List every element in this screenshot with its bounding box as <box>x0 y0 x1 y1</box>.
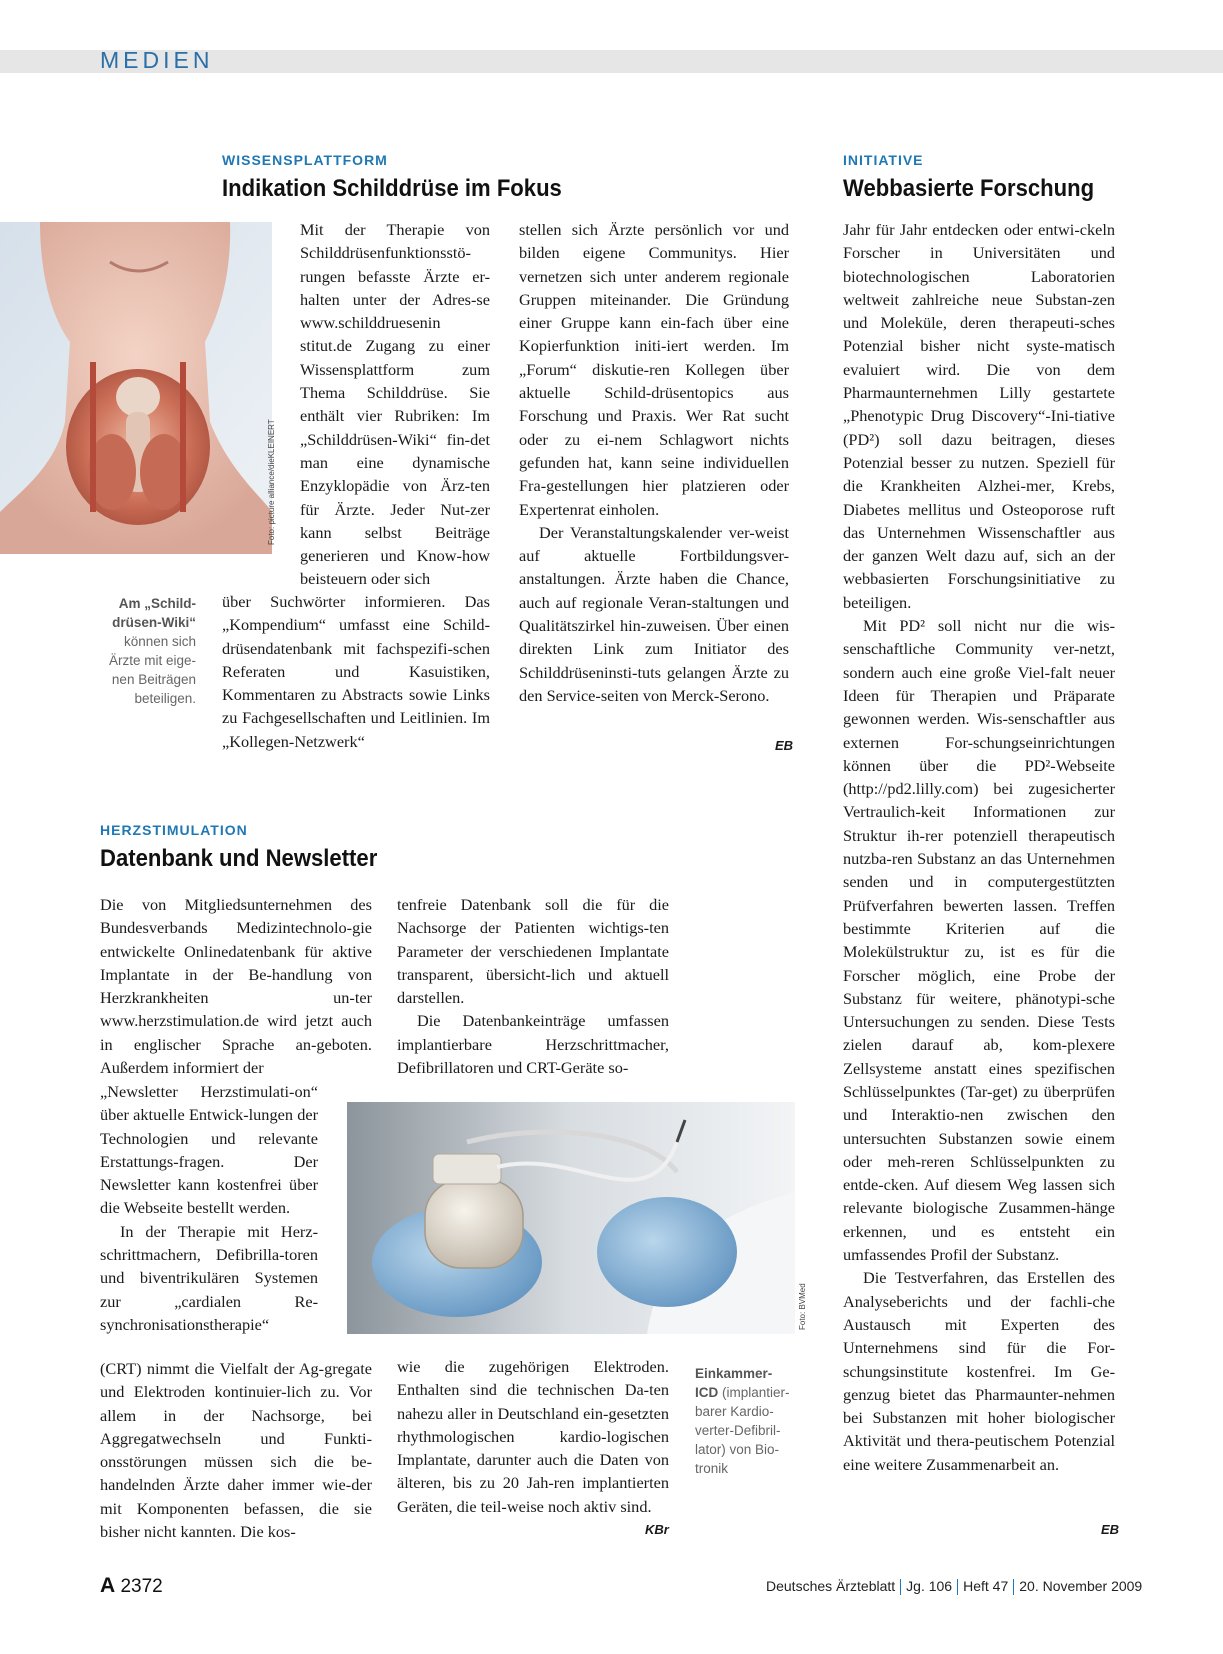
article1-col1-narrow <box>300 218 490 591</box>
article1-caption-bold: Am „Schild-drüsen-Wiki“ <box>112 596 196 630</box>
article1-col1-narrow-text: Mit der Therapie von Schilddrüsenfunktionsstö-rungen befasste Ärzte er-halten unter der Adres-se www.schilddruesenin stitut.de Zugang zu einer Wissensplattform zum Thema Schilddrüse. Sie enthält vier Rubriken: Im „Schilddrüsen-Wiki“ fin-det man eine dynamische Enzyklopädie von Ärz-ten für Ärzte. Jeder Nut-zer kann selbst Beiträge generieren und Know-how beisteuern oder sich <box>300 220 490 589</box>
article2-col2-top-p2: Die Datenbankeinträge umfassen implantierbare Herzschrittmacher, Defibrillatoren und CRT-Geräte so- <box>397 1011 669 1078</box>
article2-col1-top <box>100 893 372 1079</box>
article1-col1-wide <box>222 590 490 753</box>
article3-p2: Mit PD² soll nicht nur die wis-senschaftliche Community ver-netzt, sondern auch eine große Viel-falt neuer Ideen für Therapien und Präparate gewonnen werden. Wis-senschaftler aus externen For-schungseinrichtungen können über die PD²-Webseite (http://pd2.lilly.com) bei zugesicherter Vertraulich-keit Informationen zur Struktur ih-rer potenziell therapeutisch nutzba-ren Substanz an das Unternehmen senden und in computergestützten Prüfverfahren bewerten lassen. Treffen bestimmte Kriterien auf die Molekülstruktur zu, ist es für die Forscher möglich, eine Probe der Substanz für weitere, phänotypi-sche Untersuchungen zu senden. Diese Tests zielen darauf ab, kom-plexere Zellsysteme anstatt eines spezifischen Schlüsselpunktes (Tar-get) zu überprüfen und Interaktio-nen zwischen den untersuchten Substanzen sowie einem oder meh-reren Schlüsselpunkten zu entde-cken. Auf diesem Weg lassen sich relevante biologische Zusammen-hänge erkennen, und es entsteht ein umfassendes Profil der Substanz. <box>843 616 1115 1265</box>
footer-separator <box>1013 1579 1014 1595</box>
article1-kicker: WISSENSPLATTFORM <box>222 152 388 168</box>
icd-illustration <box>347 1102 795 1334</box>
thyroid-illustration <box>0 222 272 554</box>
article1-col2-p1: stellen sich Ärzte persönlich vor und bilden eigene Communitys. Hier vernetzen sich unter anderem regionale Gruppen miteinander. Die Gründung einer Gruppe kann ein-fach über eine Kopierfunktion initi-iert werden. Im „Forum“ diskutie-ren Kollegen über aktuelle Schild-drüsentopics aus Forschung und Praxis. Wer Rat sucht oder zu ei-nem Schlagwort nichts gefunden hat, kann seine individuellen Fra-gestellungen hier platzieren oder Expertenrat einholen. <box>519 220 789 519</box>
page-prefix: A <box>100 1574 116 1597</box>
page-number-value: 2372 <box>120 1576 163 1597</box>
article2-col2-bottom <box>397 1355 669 1518</box>
article2-caption-text: (implantier-barer Kardio-verter-Defibril-lator) von Bio-tronik <box>695 1385 790 1476</box>
footer-date: 20. November 2009 <box>1019 1578 1143 1594</box>
article1-col2 <box>519 218 789 707</box>
footer-journal-info <box>766 1578 1142 1595</box>
article1-author: EB <box>775 738 794 753</box>
article1-photo-credit: Foto: picture alliance/dieKLEINERT <box>267 419 276 545</box>
article2-col1-bottom-text: (CRT) nimmt die Vielfalt der Ag-gregate und Elektroden kontinuier-lich zu. Vor allem in der Nachsorge, bei Aggregatwechseln und Funkti-onsstörungen müssen sich die be-handelnden Ärzte daher immer wie-der mit Komponenten befassen, die sie bisher nicht kannten. Die kos- <box>100 1359 372 1542</box>
article1-caption-text: können sich Ärzte mit eige-nen Beiträgen beteiligen. <box>108 634 196 706</box>
article1-title: Indikation Schilddrüse im Fokus <box>222 175 562 202</box>
article3-p1: Jahr für Jahr entdecken oder entwi-ckeln Forscher in Universitäten und biotechnologischen Laboratorien weltweit zahlreiche neue Substan-zen und Moleküle, deren therapeuti-sches Potenzial bisher nicht syste-matisch evaluiert wird. Die von dem Pharmaunternehmen Lilly gestartete „Phenotypic Drug Discovery“-Ini-tiative (PD²) soll dazu beitragen, dieses Potenzial besser zu nutzen. Speziell für die Krankheiten Alzhei-mer, Krebs, Diabetes mellitus und Osteoporose ruft das Unternehmen Wissenschaftler aus der ganzen Welt dazu auf, sich an der webbasierten Forschungsinitiative zu beteiligen. <box>843 220 1115 612</box>
article2-author: KBr <box>645 1522 669 1537</box>
article2-col1-narrow-b: In der Therapie mit Herz-schrittmachern, Defibrilla-toren und biventrikulären Systemen zur „cardialen Re-synchronisationstherapie“ <box>100 1221 318 1334</box>
article3-author: EB <box>1101 1522 1120 1537</box>
footer-separator <box>900 1579 901 1595</box>
article2-col2-bottom-text: wie die zugehörigen Elektroden. Enthalten sind die technischen Da-ten nahezu aller in Deutschland ein-gesetzten rhythmologischen kardio-logischen Implantate, darunter auch die Daten von älteren, bis zu 20 Jah-ren implantierten Geräten, die teil-weise noch aktiv sind. <box>397 1357 669 1516</box>
page-number <box>100 1574 163 1598</box>
section-label: MEDIEN <box>100 47 214 73</box>
article2-col1-top-text: Die von Mitgliedsunternehmen des Bundesverbands Medizintechnolo-gie entwickelte Onlinedatenbank für aktive Implantate in der Be-handlung von Herzkrankheiten un-ter www.herzstimulation.de wird jetzt auch in englischer Sprache an-geboten. Außerdem informiert der <box>100 895 372 1078</box>
article2-title: Datenbank und Newsletter <box>100 845 378 872</box>
article2-kicker: HERZSTIMULATION <box>100 822 248 838</box>
article3-p3: Die Testverfahren, das Erstellen des Analyseberichts und der fachli-che Austausch mit Experten des Unternehmens sind für die For-schungsinstitute kostenfrei. Im Ge-genzug bietet das Pharmaunter-nehmen bei Substanzen mit hoher biologischer Aktivität und thera-peutischem Potenzial eine weitere Zusammenarbeit an. <box>843 1268 1115 1474</box>
article3-title: Webbasierte Forschung <box>843 175 1095 202</box>
article2-caption-bold: Einkammer-ICD <box>695 1366 773 1400</box>
article1-caption <box>90 594 196 708</box>
article2-col1-bottom <box>100 1357 372 1543</box>
article1-col1-wide-text: über Suchwörter informieren. Das „Kompendium“ umfasst eine Schild-drüsendatenbank mit fachspezifi-schen Referaten und Kasuistiken, Kommentaren zu Abstracts sowie Links zu Fachgesellschaften und Leitlinien. Im „Kollegen-Netzwerk“ <box>222 592 490 751</box>
article2-caption <box>695 1364 795 1478</box>
article1-col2-p2: Der Veranstaltungskalender ver-weist auf aktuelle Fortbildungsver-anstaltungen. Ärzte haben die Chance, auch auf regionale Veran-staltungen und Qualitätszirkel hin-zuweisen. Über einen direkten Link zum Initiator des Schilddrüseninsti-tuts gelangen Ärzte zu den Service-seiten von Merck-Serono. <box>519 522 789 705</box>
icd-image <box>347 1102 795 1334</box>
footer-issue: Heft 47 <box>963 1578 1009 1594</box>
footer-volume: Jg. 106 <box>906 1578 953 1594</box>
article2-photo-credit: Foto: BVMed <box>798 1283 807 1330</box>
footer-separator <box>957 1579 958 1595</box>
article2-col2-top-p1: tenfreie Datenbank soll die für die Nachsorge der Patienten wichtigs-ten Parameter der verschiedenen Implantate transparent, übersicht-lich und aktuell darstellen. <box>397 895 669 1008</box>
footer-journal: Deutsches Ärzteblatt <box>766 1578 896 1594</box>
article2-col1-narrow <box>100 1080 318 1336</box>
article3-kicker: INITIATIVE <box>843 152 924 168</box>
article3-body <box>843 218 1115 1476</box>
thyroid-image <box>0 222 272 554</box>
article2-col2-top <box>397 893 669 1079</box>
article2-col1-narrow-a: „Newsletter Herzstimulati-on“ über aktuelle Entwick-lungen der Technologien und relevante Erstattungs-fragen. Der Newsletter kann kostenfrei über die Webseite bestellt werden. <box>100 1082 318 1218</box>
